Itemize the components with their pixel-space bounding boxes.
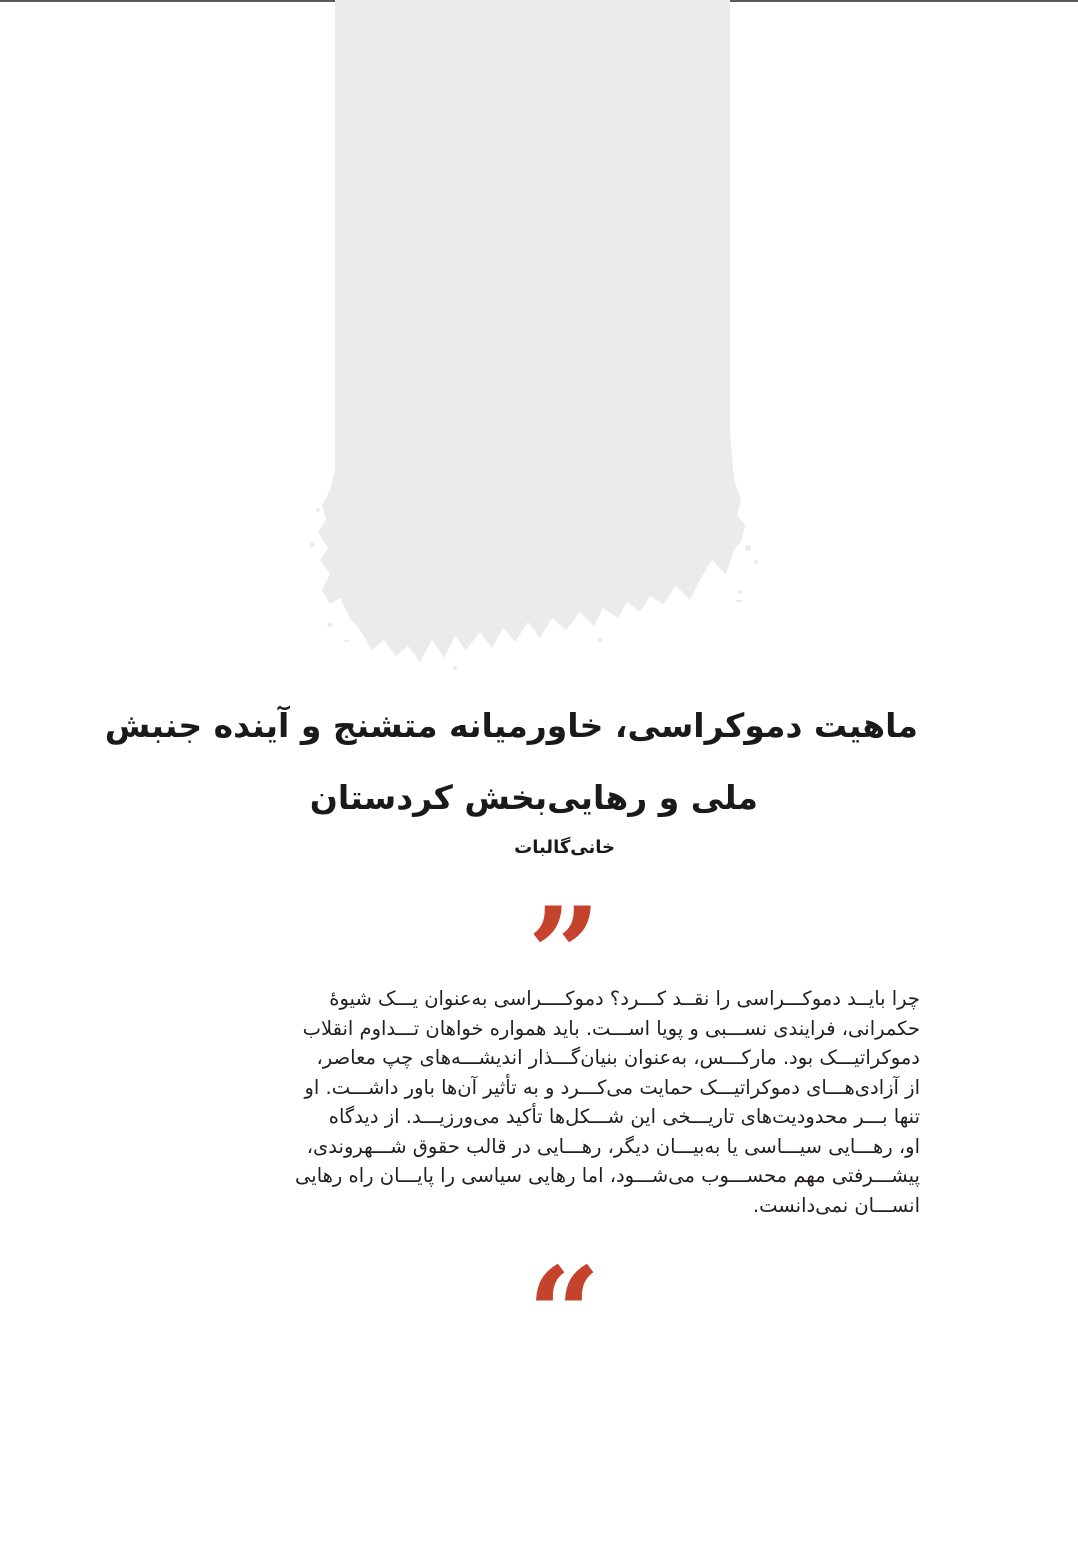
- pull-quote-line: از آزادی‌هـــای دموکراتیـــک حمایت می‌کـــرد و به تأثیر آن‌ها باور داشـــت. او: [304, 1075, 920, 1099]
- opening-quote-icon: ”: [527, 880, 601, 1030]
- pull-quote-line: چرا بایــد دموکـــراسی را نقــد کـــرد؟ دموکــــراسی به‌عنوان یـــک شیوۀ: [329, 987, 920, 1010]
- pull-quote-line: او، رهـــایی سیـــاسی یا به‌بیـــان دیگر، رهـــایی در قالب حقوق شـــهروندی،: [306, 1134, 920, 1158]
- closing-quote-icon: “: [527, 1240, 601, 1390]
- pull-quote-line: دموکراتیـــک بود. مارکـــس، به‌عنوان بنیان‌گـــذار اندیشـــه‌های چپ معاصر،: [316, 1046, 920, 1069]
- pull-quote-line: انســـان نمی‌دانست.: [752, 1193, 920, 1217]
- brush-stroke-graphic: [0, 0, 1078, 680]
- article-title-line-2: ملی و رهایی‌بخش کردستان: [309, 778, 758, 817]
- article-title: [104, 690, 918, 834]
- article-title-line-1: ماهیت دموکراسی، خاورمیانه متشنج و آینده جنبش: [104, 706, 918, 745]
- pull-quote-line: پیشـــرفتی مهم محســـوب می‌شـــود، اما رهایی سیاسی را پایـــان راه رهایی: [295, 1164, 920, 1187]
- pull-quote-text: [192, 984, 920, 1220]
- author-name: خانی‌گالبات: [514, 837, 615, 858]
- pull-quote-line: تنها بـــر محدودیت‌های تاریـــخی این شـــکل‌ها تأکید می‌ورزیـــد. از دیدگاه: [328, 1105, 920, 1128]
- pull-quote-line: حکمرانی، فرایندی نســـبی و پویا اســـت. باید همواره خواهان تـــداوم انقلاب: [302, 1016, 920, 1040]
